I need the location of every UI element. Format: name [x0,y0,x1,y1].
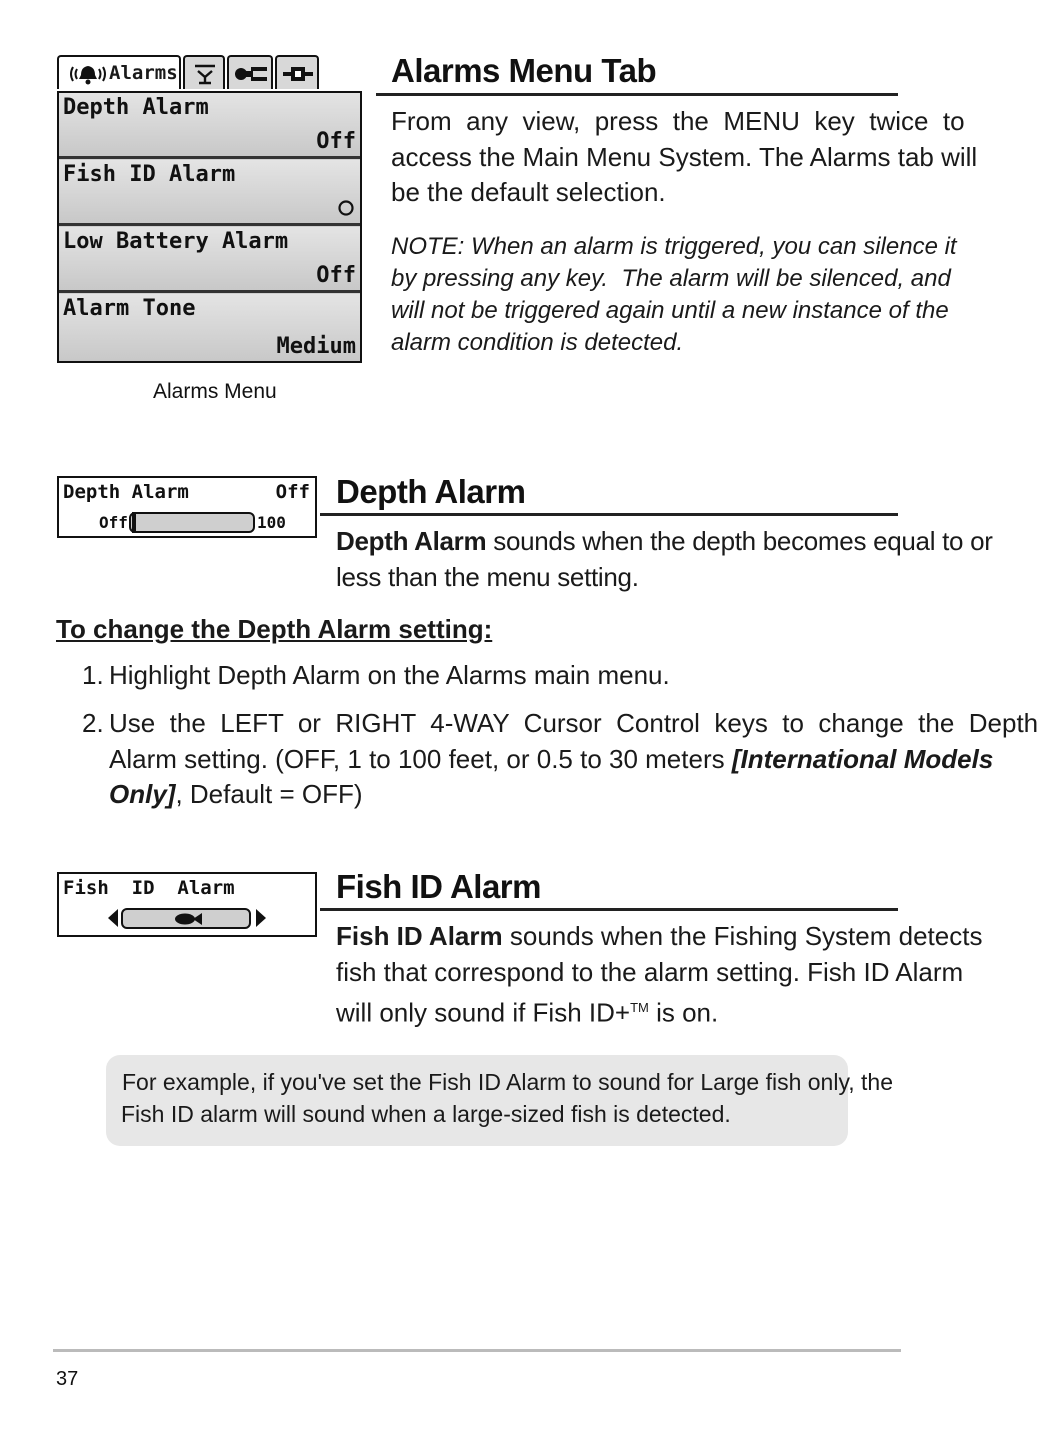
step-1-number: 1. [82,660,104,690]
term-depth-alarm: Depth Alarm [336,526,487,556]
text-line: access the Main Menu System. The Alarms tab will [391,141,978,172]
section1-note [391,231,957,359]
text-line: For example, if you've set the Fish ID Alarm to sound for Large fish only, the [122,1069,893,1095]
slider-max-label: 100 [257,513,286,532]
depth-alarm-inset [57,476,317,538]
inset-label: Fish ID Alarm [63,877,235,899]
menu-row-alarm-tone[interactable] [59,294,360,361]
section-rule [376,93,898,96]
trademark: TM [630,1000,649,1015]
text-line: fish that correspond to the alarm setting. Fish ID Alarm [336,956,964,987]
fish-size-selector[interactable] [121,908,251,929]
section-title-fish-id-alarm: Fish ID Alarm [336,868,541,905]
example-callout [106,1055,893,1146]
footer-rule [53,1349,901,1352]
text-line: Use the LEFT or RIGHT 4-WAY Cursor Control keys to change the Depth [109,708,1038,738]
right-arrow-icon[interactable] [255,908,267,928]
sonar-icon [193,63,217,85]
off-circle-icon [337,199,355,217]
wrench-icon [233,63,269,85]
step-2-text [109,706,1038,813]
inset-value: Off [275,481,310,503]
text-line: is on. [648,997,719,1028]
note-lead: NOTE: [391,233,465,260]
section2-paragraph [336,524,993,595]
accessory-icon [281,63,315,85]
menu-row-label: Depth Alarm [63,95,209,120]
page-number: 37 [56,1368,79,1390]
alarms-menu [57,91,362,363]
menu-row-value: Medium [276,334,356,359]
tab-alarms[interactable] [57,55,181,89]
steps-heading: To change the Depth Alarm setting: [56,614,493,644]
bell-icon [67,63,109,85]
section1-paragraph [391,104,978,211]
step-1-text: Highlight Depth Alarm on the Alarms main menu. [109,660,670,690]
tab-alarms-label: Alarms [109,62,178,84]
text-line: by pressing any key. The alarm will be silenced, and [391,265,951,292]
text-line: When an alarm is triggered, you can silence it [464,233,957,260]
inset-label: Depth Alarm [63,481,189,503]
emphasis-text: [International Models [731,743,994,774]
text-line: , Default = OFF) [175,779,363,809]
section-rule [320,908,898,911]
section3-paragraph [336,919,983,1031]
slider-handle[interactable] [132,512,136,533]
text-line: alarm condition is detected. [391,329,684,356]
text-line: will not be triggered again until a new instance of the [391,297,949,324]
menu-row-label: Fish ID Alarm [63,162,236,187]
text-line: will only sound if Fish ID+ [336,997,631,1028]
menu-row-value: Off [316,263,356,288]
slider-min-label: Off [99,513,128,532]
menu-row-label: Low Battery Alarm [63,229,289,254]
menu-tab-bar [57,55,319,91]
menu-row-fish-id-alarm[interactable] [59,160,360,226]
menu-row-low-battery-alarm[interactable] [59,227,360,293]
figure-caption: Alarms Menu [153,380,277,403]
section-title-depth-alarm: Depth Alarm [336,473,526,510]
term-fish-id-alarm: Fish ID Alarm [336,921,503,951]
depth-slider[interactable] [129,512,255,533]
text-line: From any view, press the MENU key twice to [391,106,965,136]
fish-id-alarm-inset [57,872,317,937]
tab-sonar[interactable] [183,55,225,89]
fish-icon [173,912,203,926]
tab-setup[interactable] [227,55,273,89]
menu-row-value: Off [316,129,356,154]
text-line: be the default selection. [391,177,666,207]
menu-row-label: Alarm Tone [63,296,196,321]
emphasis-text: Only] [109,779,176,809]
section-title-alarms-menu-tab: Alarms Menu Tab [391,52,657,89]
left-arrow-icon[interactable] [107,908,119,928]
step-2-number: 2. [82,708,104,738]
text-line: Fish ID alarm will sound when a large-sized fish is detected. [121,1101,731,1127]
text-line: Alarm setting. (OFF, 1 to 100 feet, or 0.5 to 30 meters [109,743,732,774]
text-line: sounds when the Fishing System detects [502,921,983,951]
text-line: less than the menu setting. [336,561,639,592]
text-line: sounds when the depth becomes equal to or [486,526,993,556]
section-rule [320,513,898,516]
menu-row-depth-alarm[interactable] [59,93,360,159]
tab-accessories[interactable] [275,55,319,89]
